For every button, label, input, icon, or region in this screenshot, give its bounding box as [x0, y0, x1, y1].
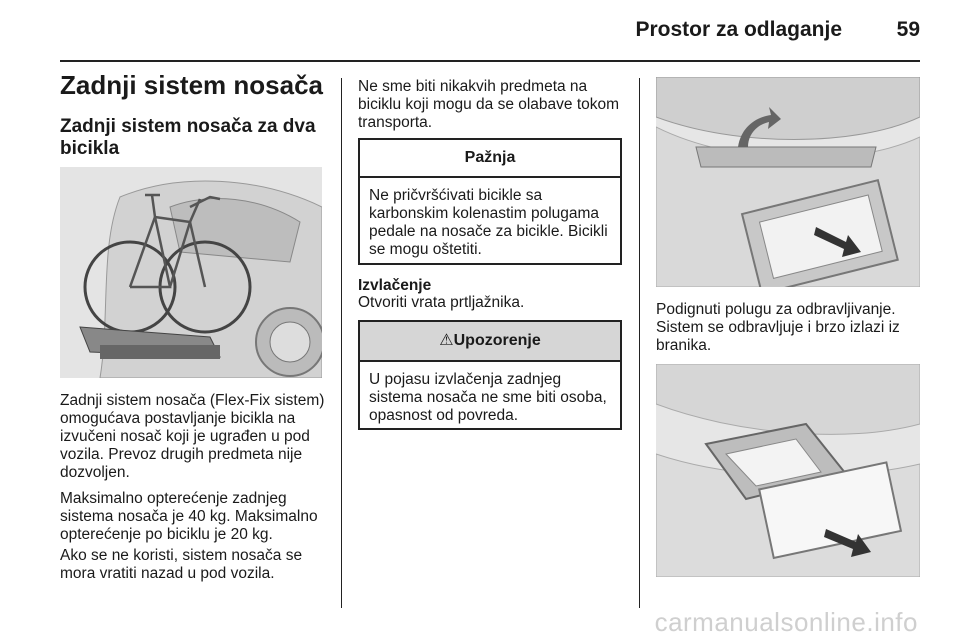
warning-box [358, 320, 622, 430]
carrier-extended-illustration [656, 364, 920, 577]
page-number: 59 [896, 18, 920, 41]
bike-carrier-illustration [60, 167, 322, 378]
caution-heading: Pažnja [360, 140, 620, 178]
release-lever-illustration [656, 77, 920, 287]
extraction-text: Otvoriti vrata prtljažnika. [358, 294, 525, 311]
extraction-heading: Izvlačenje [358, 277, 432, 294]
section-title: Zadnji sistem nosača [60, 70, 323, 100]
header-rule [60, 60, 920, 62]
warning-triangle-icon: ⚠ [439, 332, 454, 349]
warning-text: U pojasu izvlačenja zadnjeg sistema nosača ne sme biti osoba, opasnost od povreda. [369, 371, 607, 424]
paragraph-max-load: Maksimalno opterećenje zadnjeg sistema nosača je 40 kg. Maksimalno opterećenje po biciklu je 20 kg. [60, 490, 318, 543]
paragraph-loose-items: Ne sme biti nikakvih predmeta na biciklu koji mogu da se olabave tokom transporta. [358, 78, 620, 131]
warning-heading: Upozorenje [453, 332, 541, 349]
column-divider-1 [341, 78, 342, 608]
caution-text: Ne pričvršćivati bicikle sa karbonskim kolenastim polugama pedale na nosače za bicikle. Bicikli se mogu oštetiti. [369, 187, 608, 258]
caution-box [358, 138, 622, 265]
running-header-title: Prostor za odlaganje [635, 18, 842, 41]
column-divider-2 [639, 78, 640, 608]
paragraph-description: Zadnji sistem nosača (Flex-Fix sistem) omogućava postavljanje bicikla na izvučeni nosač koji je ugrađen u pod vozila. Prevoz drugih predmeta nije dozvoljen. [60, 392, 325, 481]
caption-release-lever: Podignuti polugu za odbravljivanje. Sistem se odbravljuje i brzo izlazi iz branika. [656, 301, 900, 354]
warning-header [360, 322, 620, 362]
section-subtitle: Zadnji sistem nosača za dva bicikla [60, 116, 316, 159]
paragraph-storage: Ako se ne koristi, sistem nosača se mora vratiti nazad u pod vozila. [60, 547, 303, 582]
watermark: carmanualsonline.info [654, 607, 918, 637]
